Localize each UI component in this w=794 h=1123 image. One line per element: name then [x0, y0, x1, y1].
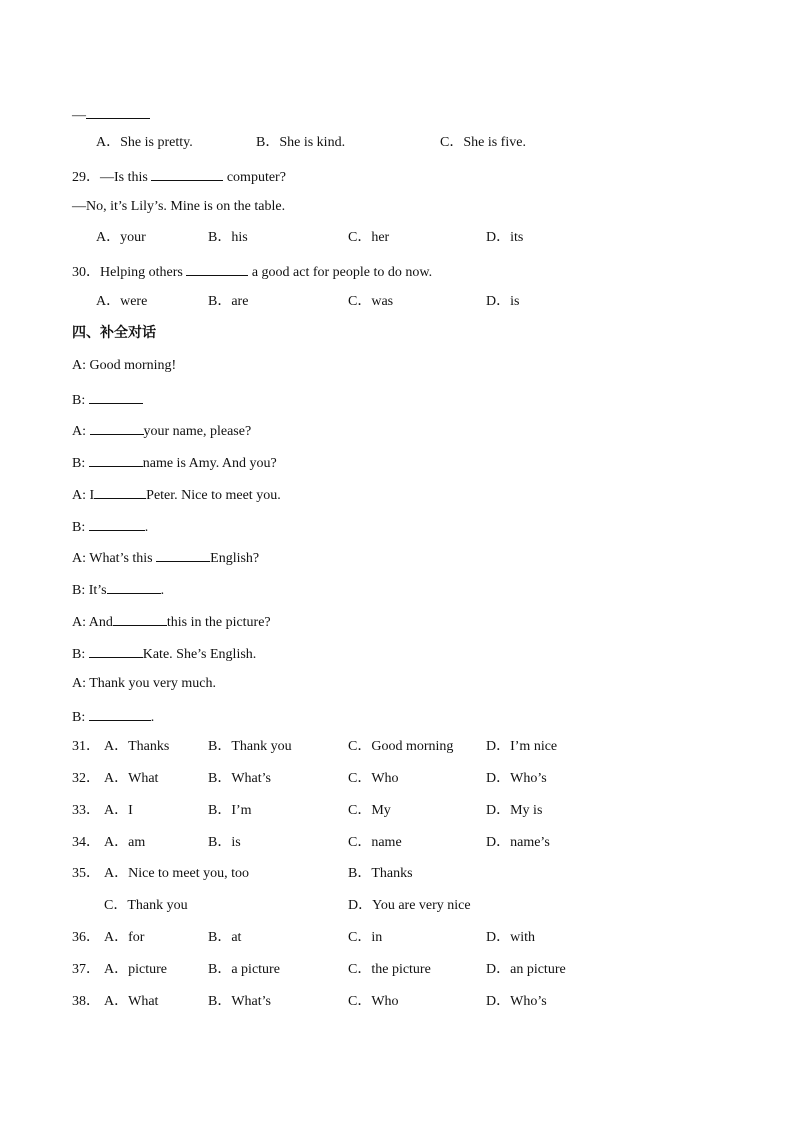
- option-b: B．What’s: [208, 994, 271, 1009]
- q29-option-a: A．your: [96, 230, 146, 245]
- dialogue-line: A: your name, please?: [72, 420, 251, 441]
- question-number: 37．: [72, 962, 100, 977]
- option-a: A．am: [104, 835, 146, 850]
- option-a: A．What: [104, 771, 159, 786]
- answer-blank[interactable]: [156, 547, 210, 562]
- q30-option-c: C．was: [348, 294, 394, 309]
- option-d: D．Who’s: [486, 994, 547, 1009]
- section-heading: 四、补全对话: [72, 325, 156, 341]
- answer-blank[interactable]: [89, 706, 151, 721]
- option-b: B．a picture: [208, 962, 280, 977]
- q29-stem: 29．—Is this computer?: [72, 166, 286, 187]
- q30-option-a: A．were: [96, 294, 148, 309]
- q29-option-d: D．its: [486, 230, 524, 245]
- option-d: D．You are very nice: [348, 898, 471, 913]
- q30-option-b: B．are: [208, 294, 249, 309]
- option-d: D．name’s: [486, 835, 550, 850]
- dialogue-line: B: .: [72, 706, 154, 727]
- option-d: D．an picture: [486, 962, 566, 977]
- dialogue-line: B: .: [72, 516, 148, 537]
- option-a: A．I: [104, 803, 133, 818]
- dialogue-line: B:: [72, 389, 143, 410]
- answer-blank[interactable]: [107, 579, 161, 594]
- option-b: B．is: [208, 835, 241, 850]
- q28-answer-line: —: [72, 104, 150, 125]
- option-a: A．for: [104, 930, 145, 945]
- answer-blank[interactable]: [94, 484, 146, 499]
- dialogue-line: A: Good morning!: [72, 358, 177, 373]
- option-b: B．I’m: [208, 803, 252, 818]
- option-c: C．My: [348, 803, 391, 818]
- question-number: 32．: [72, 771, 100, 786]
- option-b: B．Thanks: [348, 866, 413, 881]
- option-c: C．Thank you: [104, 898, 188, 913]
- answer-blank[interactable]: [186, 261, 248, 276]
- answer-blank[interactable]: [89, 516, 145, 531]
- option-b: B．at: [208, 930, 242, 945]
- q29-reply: —No, it’s Lily’s. Mine is on the table.: [72, 199, 286, 214]
- q29-option-b: B．his: [208, 230, 248, 245]
- dialogue-line: B: It’s .: [72, 579, 164, 600]
- q30-option-d: D．is: [486, 294, 520, 309]
- option-c: C．Good morning: [348, 739, 454, 754]
- option-d: D．Who’s: [486, 771, 547, 786]
- q28-option-a: A．She is pretty.: [96, 135, 193, 150]
- question-number: 34．: [72, 835, 100, 850]
- answer-blank[interactable]: [89, 643, 143, 658]
- option-a: A．Nice to meet you, too: [104, 866, 250, 881]
- dialogue-line: A: Thank you very much.: [72, 676, 216, 691]
- dialogue-line: A: I Peter. Nice to meet you.: [72, 484, 281, 505]
- question-number: 38．: [72, 994, 100, 1009]
- q28-option-c: C．She is five.: [440, 135, 526, 150]
- dialogue-line: B: name is Amy. And you?: [72, 452, 277, 473]
- answer-blank[interactable]: [151, 166, 223, 181]
- dialogue-line: A: And this in the picture?: [72, 611, 271, 632]
- option-c: C．name: [348, 835, 402, 850]
- dialogue-line: A: What’s this English?: [72, 547, 259, 568]
- question-number: 35．: [72, 866, 100, 881]
- answer-blank[interactable]: [89, 389, 143, 404]
- answer-blank[interactable]: [86, 104, 150, 119]
- option-c: C．the picture: [348, 962, 431, 977]
- q28-option-b: B．She is kind.: [256, 135, 346, 150]
- option-a: A．Thanks: [104, 739, 170, 754]
- option-c: C．Who: [348, 771, 399, 786]
- option-a: A．picture: [104, 962, 167, 977]
- option-d: D．I’m nice: [486, 739, 558, 754]
- option-d: D．My is: [486, 803, 543, 818]
- answer-blank[interactable]: [89, 452, 143, 467]
- answer-blank[interactable]: [113, 611, 167, 626]
- option-d: D．with: [486, 930, 535, 945]
- option-b: B．What’s: [208, 771, 271, 786]
- dialogue-line: B: Kate. She’s English.: [72, 643, 256, 664]
- q30-stem: 30．Helping others a good act for people to do now.: [72, 261, 432, 282]
- answer-blank[interactable]: [90, 420, 144, 435]
- option-c: C．Who: [348, 994, 399, 1009]
- option-c: C．in: [348, 930, 383, 945]
- question-number: 31．: [72, 739, 100, 754]
- question-number: 36．: [72, 930, 100, 945]
- option-b: B．Thank you: [208, 739, 292, 754]
- option-a: A．What: [104, 994, 159, 1009]
- q29-option-c: C．her: [348, 230, 390, 245]
- question-number: 33．: [72, 803, 100, 818]
